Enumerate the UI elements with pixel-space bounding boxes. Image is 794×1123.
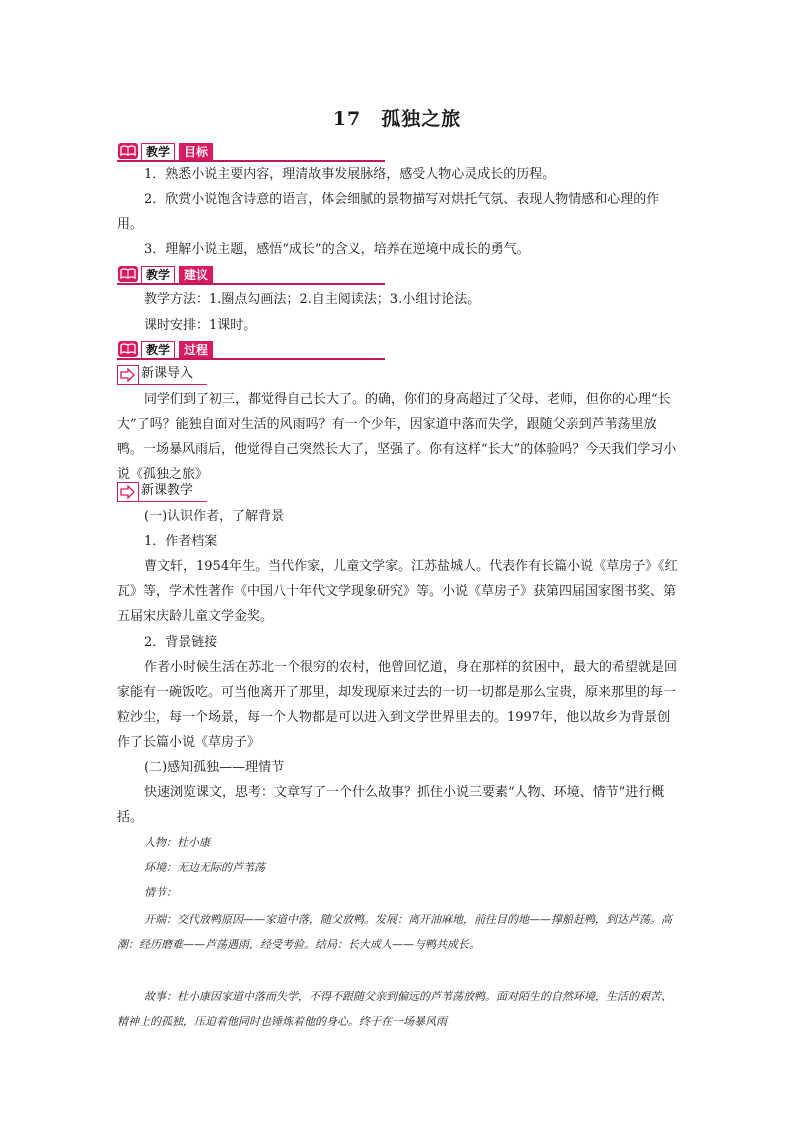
character-note: 人物：杜小康 — [144, 836, 210, 849]
subsection-header-new-lesson — [117, 482, 207, 502]
subsection-title: 新课教学 — [141, 483, 194, 498]
subsection-header-intro — [117, 365, 207, 385]
section-header-advice — [117, 265, 385, 285]
subsection-rule — [117, 501, 207, 502]
class-hours: 课时安排：1课时。 — [144, 318, 257, 333]
book-icon — [118, 341, 138, 357]
section-label-prefix: 教学 — [141, 266, 175, 284]
arrow-right-icon — [117, 365, 139, 385]
plot-label: 情节： — [144, 886, 177, 899]
section-label: 目标 — [179, 143, 213, 161]
page-title: 17 孤独之旅 — [332, 108, 462, 130]
part2-title: (二)感知孤独——理情节 — [144, 760, 285, 775]
section-rule — [117, 283, 385, 285]
section-header-goals — [117, 142, 385, 162]
section-label: 建议 — [179, 266, 213, 284]
section-label: 过程 — [179, 341, 213, 359]
intro-paragraph: 同学们到了初三，都觉得自己长大了。的确，你们的身高超过了父母、老师，但你的心理“长大”了吗？能独自面对生活的风雨吗？有一个少年，因家道中落而失学，跟随父亲到芦苇荡里放鸭。一场暴风雨后，他觉得自己突然长大了，坚强了。你有这样“长大”的体验吗？今天我们学习小说《孤独之旅》 — [117, 392, 677, 482]
goal-item-3: 3．理解小说主题，感悟“成长”的含义，培养在逆境中成长的勇气。 — [144, 242, 530, 257]
author-profile-text: 曹文轩，1954年生。当代作家，儿童文学家。江苏盐城人。代表作有长篇小说《草房子》《红瓦》等，学术性著作《中国八十年代文学现象研究》等。小说《草房子》获第四届国家图书奖、第五届宋庆龄儿童文学金奖。 — [117, 559, 678, 624]
section-rule — [117, 358, 385, 360]
book-icon — [118, 266, 138, 282]
goal-item-2: 2．欣赏小说饱含诗意的语言，体会细腻的景物描写对烘托气氛、表现人物情感和心理的作用。 — [117, 192, 660, 232]
plot-note: 开端：交代放鸭原因——家道中落，随父放鸭。发展：离开油麻地，前往目的地——撑船赶鸭，到达芦荡。高潮：经历磨难——芦荡遇雨，经受考验。结局：长大成人——与鸭共成长。 — [117, 913, 672, 951]
subsection-rule — [117, 384, 207, 385]
part2-instruction: 快速浏览课文，思考：文章写了一个什么故事？抓住小说三要素“人物、环境、情节”进行概括。 — [117, 785, 665, 825]
author-profile-title: 1．作者档案 — [144, 534, 218, 549]
arrow-right-icon — [117, 482, 139, 502]
part1-title: (一)认识作者，了解背景 — [144, 509, 285, 524]
background-text: 作者小时候生活在苏北一个很穷的农村，他曾回忆道，身在那样的贫困中，最大的希望就是回家能有一碗饭吃。可当他离开了那里，却发现原来过去的一切一切都是那么宝贵，原来那里的每一粒沙尘，每一个场景，每一个人物都是可以进入到文学世界里去的。1997年，他以故乡为背景创作了长篇小说《草房子》 — [117, 660, 678, 750]
background-title: 2．背景链接 — [144, 635, 218, 650]
section-header-process — [117, 340, 385, 360]
story-note: 故事：杜小康因家道中落而失学，不得不跟随父亲到偏远的芦苇荡放鸭。面对陌生的自然环境，生活的艰苦、精神上的孤独，压迫着他同时也锤炼着他的身心。终于在一场暴风雨 — [117, 990, 672, 1028]
teaching-method: 教学方法：1.圈点勾画法；2.自主阅读法；3.小组讨论法。 — [144, 292, 481, 307]
subsection-title: 新课导入 — [141, 366, 194, 381]
book-icon — [118, 143, 138, 159]
section-label-prefix: 教学 — [141, 341, 175, 359]
section-label-prefix: 教学 — [141, 143, 175, 161]
goal-item-1: 1．熟悉小说主要内容，理清故事发展脉络，感受人物心灵成长的历程。 — [144, 167, 556, 182]
environment-note: 环境：无边无际的芦苇荡 — [144, 861, 265, 874]
